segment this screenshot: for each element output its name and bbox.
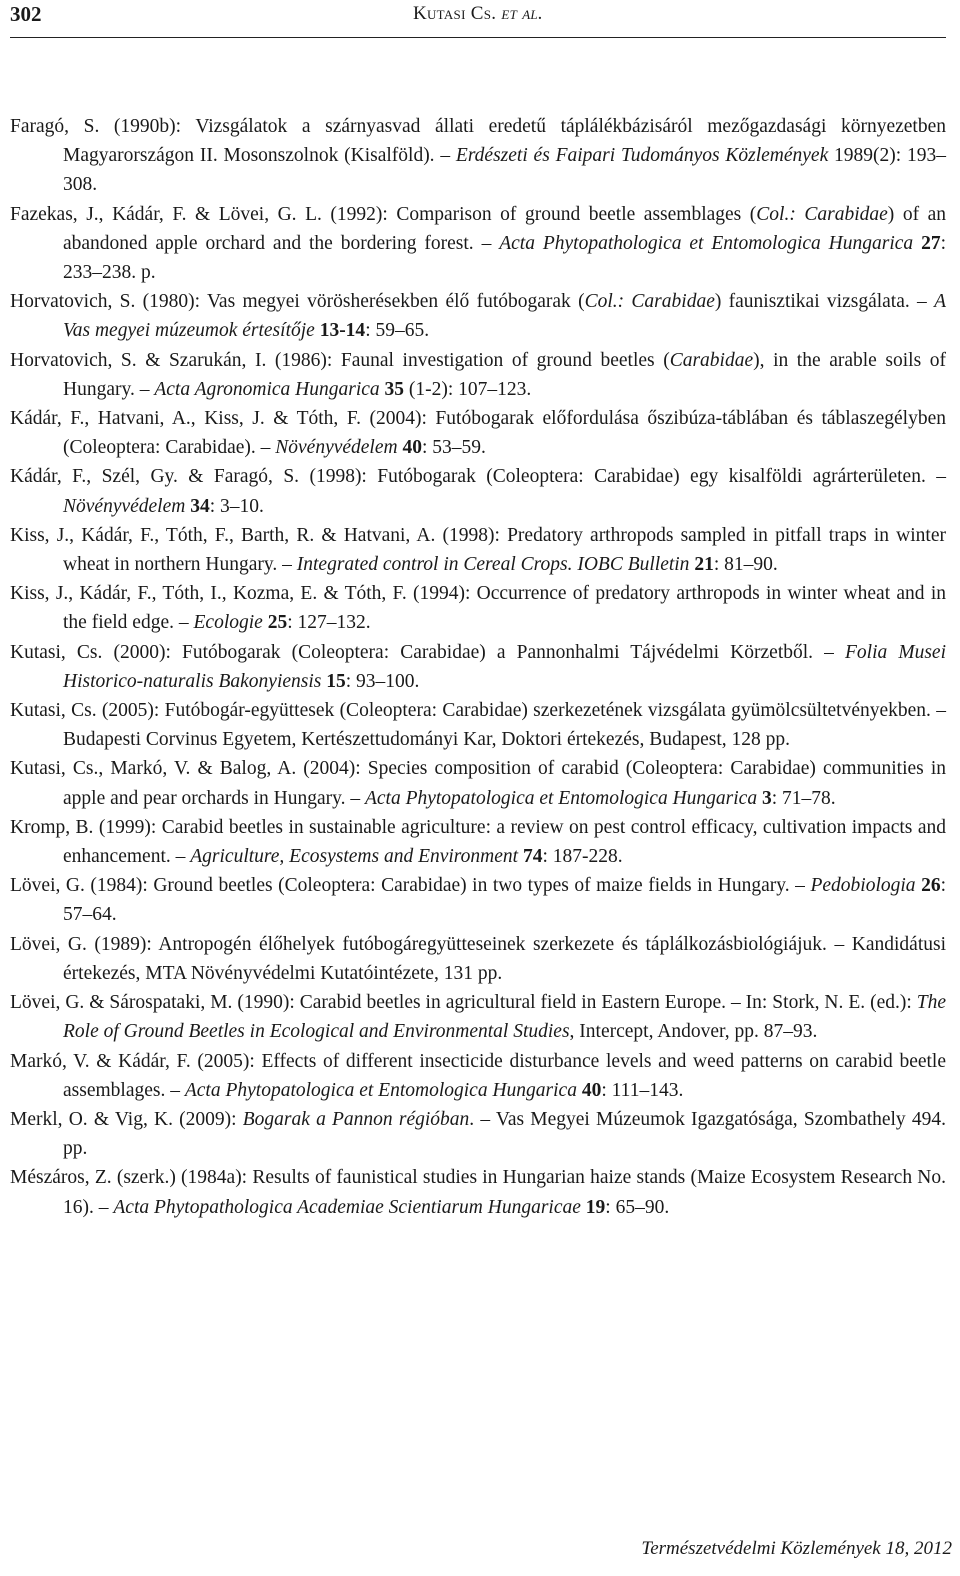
ref-text: Lövei, G. (1984): Ground beetles (Coleoptera: Carabidae) in two types of maize fields in Hungary. – <box>10 875 811 897</box>
reference-entry <box>10 638 946 696</box>
ref-pages: : 187-228. <box>542 846 623 868</box>
reference-entry <box>10 287 946 345</box>
ref-journal: Acta Phytopatologica et Entomologica Hungarica <box>364 787 758 809</box>
reference-entry <box>10 988 946 1046</box>
reference-entry <box>10 696 946 754</box>
journal-footer: Természetvédelmi Közlemények 18, 2012 <box>641 1538 952 1559</box>
page-header <box>10 0 946 38</box>
ref-volume: 35 <box>384 378 405 400</box>
ref-journal: Acta Agronomica Hungarica <box>154 378 380 400</box>
ref-text: Kiss, J., Kádár, F., Tóth, I., Kozma, E. & Tóth, F. (1994): Occurrence of predatory arthropods in winter wheat and in the field edge. – <box>10 583 946 634</box>
ref-pages: : 53–59. <box>421 437 486 459</box>
ref-text: Kádár, F., Hatvani, A., Kiss, J. & Tóth, F. (2004): Futóbogarak előfordulása őszibúza-táblában és táblaszegélyben (Coleoptera: Carabidae). – <box>10 408 946 459</box>
ref-text: Lövei, G. (1989): Antropogén élőhelyek futóbogáregyütteseinek szerkezete és táplálkozásbiológiájuk. – Kandidátusi értekezés, MTA Növényvédelmi Kutatóintézete, 131 pp. <box>10 933 946 984</box>
ref-tail: ) of an abandoned apple orchard and the bordering forest. – <box>63 203 946 254</box>
ref-text: Fazekas, J., Kádár, F. & Lövei, G. L. (1992): Comparison of ground beetle assemblages ( <box>10 203 757 225</box>
running-head-authors: Kutasi Cs. <box>412 3 497 24</box>
ref-volume: 19 <box>585 1196 606 1218</box>
ref-journal: Pedobiologia <box>810 875 916 897</box>
ref-text: Merkl, O. & Vig, K. (2009): <box>10 1108 243 1130</box>
ref-text: Kutasi, Cs. (2005): Futóbogár-együttesek (Coleoptera: Carabidae) szerkezetének vizsgálata gyümölcsültetvényekben. – Budapesti Corvinus Egyetem, Kertészettudományi Kar, Doktori értekezés, Budapest, 128 pp. <box>10 700 946 751</box>
ref-tail: ), in the arable soils of Hungary. – <box>63 349 946 400</box>
ref-journal: Növényvédelem <box>63 495 186 517</box>
ref-volume: 13-14 <box>319 320 366 342</box>
ref-volume: 26 <box>921 875 941 897</box>
ref-book-title: The Role of Ground Beetles in Ecological and Environmental Studies <box>63 992 946 1043</box>
ref-journal: Acta Phytopathologica Academiae Scientiarum Hungaricae <box>113 1196 581 1218</box>
ref-volume: 40 <box>402 437 422 459</box>
ref-tail: . – Vas Megyei Múzeumok Igazgatósága, Szombathely 494. pp. <box>63 1108 946 1160</box>
ref-pages: (1-2): 107–123. <box>404 378 532 400</box>
ref-taxon: Col.: Carabidae <box>584 291 715 313</box>
ref-volume: 34 <box>190 495 210 517</box>
ref-volume: 40 <box>581 1079 602 1101</box>
ref-text: Kutasi, Cs., Markó, V. & Balog, A. (2004): Species composition of carabid (Coleoptera: Carabidae) communities in apple and pear orchards in Hungary. – <box>10 758 946 809</box>
reference-entry <box>10 579 946 637</box>
reference-entry <box>10 346 946 404</box>
ref-tail: 1989(2): 193–308. <box>63 145 946 196</box>
reference-list <box>10 112 946 1222</box>
ref-text: Faragó, S. (1990b): Vizsgálatok a szárnyasvad állati eredetű táplálékbázisáról mezőgazdasági környezetben Magyarországon II. Mosonszolnok (Kisalföld). – <box>10 116 946 167</box>
ref-journal: Agriculture, Ecosystems and Environment <box>190 846 519 868</box>
reference-entry <box>10 754 946 812</box>
ref-pages: : 59–65. <box>365 320 430 342</box>
ref-pages: : 3–10. <box>209 495 264 517</box>
ref-volume: 15 <box>326 670 346 692</box>
ref-pages: : 111–143. <box>601 1079 684 1101</box>
header-rule <box>10 37 946 38</box>
ref-tail: ) faunisztikai vizsgálata. – <box>714 291 935 313</box>
ref-text: Markó, V. & Kádár, F. (2005): Effects of different insecticide disturbance levels and weed patterns on carabid beetle assemblages. – <box>10 1050 946 1101</box>
ref-taxon: Carabidae <box>669 349 754 371</box>
ref-text: Horvatovich, S. & Szarukán, I. (1986): Faunal investigation of ground beetles ( <box>10 349 670 371</box>
ref-journal: Acta Phytopathologica et Entomologica Hungarica <box>499 232 914 254</box>
ref-volume: 74 <box>522 846 543 868</box>
ref-taxon: Col.: Carabidae <box>756 203 888 225</box>
ref-journal: A Vas megyei múzeumok értesítője <box>63 291 946 342</box>
ref-tail: , Intercept, Andover, pp. 87–93. <box>569 1021 818 1043</box>
reference-entry <box>10 200 946 288</box>
ref-pages: : 71–78. <box>771 787 836 809</box>
ref-volume: 3 <box>761 787 772 809</box>
reference-entry <box>10 1163 946 1221</box>
ref-pages: : 127–132. <box>287 612 371 634</box>
reference-entry <box>10 1047 946 1105</box>
ref-pages: : 93–100. <box>345 670 420 692</box>
ref-journal: Acta Phytopatologica et Entomologica Hungarica <box>184 1079 577 1101</box>
ref-text: Horvatovich, S. (1980): Vas megyei vörösherésekben élő futóbogarak ( <box>10 291 585 313</box>
ref-pages: : 65–90. <box>605 1196 670 1218</box>
ref-pages: : 81–90. <box>713 554 778 576</box>
ref-journal: Folia Musei Historico-naturalis Bakonyiensis <box>63 641 947 692</box>
ref-pages: : 57–64. <box>63 875 947 926</box>
reference-entry <box>10 1105 946 1163</box>
running-head <box>10 3 946 25</box>
ref-journal: Integrated control in Cereal Crops. IOBC Bulletin <box>296 554 690 576</box>
ref-text: Mészáros, Z. (szerk.) (1984a): Results of faunistical studies in Hungarian haize stands (Maize Ecosystem Research No. 16). – <box>10 1167 946 1218</box>
reference-entry <box>10 404 946 462</box>
reference-entry <box>10 462 946 520</box>
ref-volume: 27 <box>921 232 941 254</box>
ref-text: Lövei, G. & Sárospataki, M. (1990): Carabid beetles in agricultural field in Eastern Europe. – In: Stork, N. E. (ed.): <box>10 992 917 1014</box>
ref-journal: Növényvédelem <box>275 437 398 459</box>
running-head-etal: et al. <box>501 3 544 24</box>
ref-text: Kiss, J., Kádár, F., Tóth, F., Barth, R. & Hatvani, A. (1998): Predatory arthropods sampled in pitfall traps in winter wheat in northern Hungary. – <box>10 524 946 576</box>
ref-journal: Erdészeti és Faipari Tudományos Közlemények <box>455 145 829 167</box>
ref-book-title: Bogarak a Pannon régióban <box>242 1108 470 1130</box>
reference-entry <box>10 930 946 988</box>
page-number: 302 <box>10 2 42 26</box>
ref-volume: 25 <box>267 612 288 634</box>
ref-text: Kutasi, Cs. (2000): Futóbogarak (Coleoptera: Carabidae) a Pannonhalmi Tájvédelmi Körzetből. – <box>10 641 845 663</box>
ref-journal: Ecologie <box>193 612 263 634</box>
ref-text: Kádár, F., Szél, Gy. & Faragó, S. (1998): Futóbogarak (Coleoptera: Carabidae) egy kisalföldi agrárterületen. – <box>10 466 946 488</box>
ref-text: Kromp, B. (1999): Carabid beetles in sustainable agriculture: a review on pest control efficacy, cultivation impacts and enhancement. – <box>10 816 946 868</box>
reference-entry <box>10 112 946 200</box>
reference-entry <box>10 813 946 871</box>
reference-entry <box>10 871 946 929</box>
ref-pages: : 233–238. p. <box>63 232 946 284</box>
reference-entry <box>10 521 946 579</box>
ref-volume: 21 <box>694 554 714 576</box>
